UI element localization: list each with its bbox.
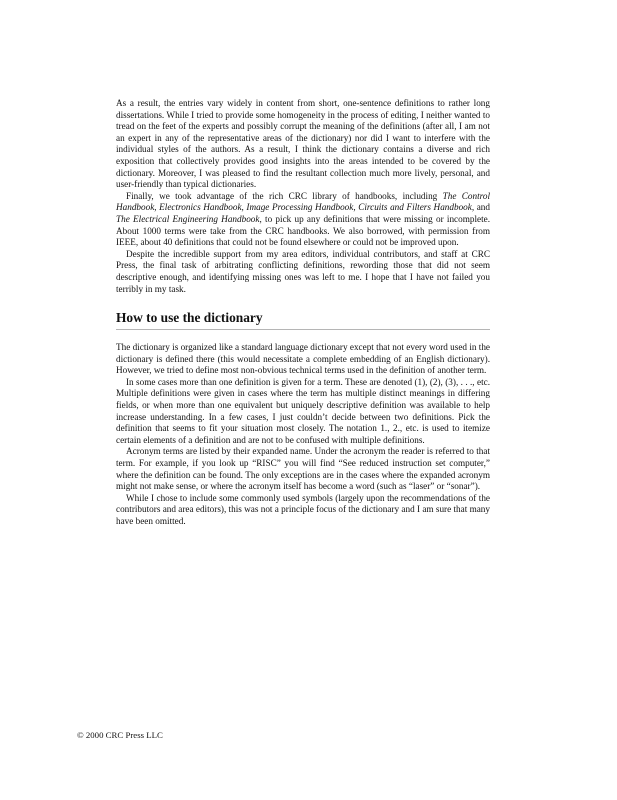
- intro-p1-text: As a result, the entries vary widely in content from short, one-sentence definitions to rather long dissertations. While I tried to provide some homogeneity in the process of editing, I neither wanted to tread on the feet of the experts and possibly corrupt the meaning of the definitions (after all, I am not an expert in any of the representative areas of the dictionary) nor did I want to interfere with the individual styles of the authors. As a result, I think the dictionary contains a diverse and rich exposition that collectively provides good insights into the areas intended to be covered by the dictionary. Moreover, I was pleased to find the resultant collection much more lively, personal, and user-friendly than typical dictionaries.: [116, 98, 490, 190]
- section-body: [116, 342, 490, 528]
- intro-section: [116, 98, 490, 295]
- handbook-titles: The Control Handbook, Electronics Handbook, Image Processing Handbook, Circuits and Filters Handbook,: [116, 190, 490, 213]
- section-paragraph-1: [116, 342, 490, 377]
- section-paragraph-4: [116, 493, 490, 528]
- intro-paragraph-2: [116, 191, 490, 249]
- intro-paragraph-1: [116, 98, 490, 191]
- intro-p3-text: Despite the incredible support from my area editors, individual contributors, and staff at CRC Press, the final task of arbitrating conflicting definitions, rewording those that did not seem descriptive enough, and identifying missing ones was left to me. I hope that I have not failed you terribly in my task.: [116, 248, 490, 294]
- section-paragraph-3: [116, 446, 490, 492]
- section-p4-text: While I chose to include some commonly used symbols (largely upon the recommendations of the contributors and area editors), this was not a principle focus of the dictionary and I am sure that many have been omitted.: [116, 492, 490, 526]
- intro-p2-text-c: to pick up any definitions that were missing or incomplete. About 1000 terms were take from the CRC handbooks. We also borrowed, with permission from IEEE, about 40 definitions that could not be found elsewhere or could not be improved upon.: [116, 213, 491, 248]
- section-p1-text: The dictionary is organized like a standard language dictionary except that not every word used in the dictionary is defined there (this would necessitate a complete embedding of an English dictionary). However, we tried to define most non-obvious technical terms used in the definition of another term.: [116, 342, 490, 376]
- section-p2-text: In some cases more than one definition is given for a term. These are denoted (1), (2), (3), . . ., etc. Multiple definitions were given in cases where the term has multiple distinct meanings in differing fields, or when more than one equivalent but uniquely descriptive definition was available to help increase understanding. In a few cases, I just couldn’t decide between two definitions. Pick the definition that seems to fit your situation most closely. The notation 1., 2., etc. is used to itemize certain elements of a definition and are not to be confused with multiple definitions.: [116, 376, 490, 445]
- section-heading: How to use the dictionary: [116, 310, 490, 330]
- section-paragraph-2: [116, 377, 490, 447]
- intro-p2-text-b: and: [474, 202, 490, 213]
- page-content: [116, 98, 490, 528]
- intro-paragraph-3: [116, 249, 490, 295]
- section-p3-text: Acronym terms are listed by their expanded name. Under the acronym the reader is referred to that term. For example, if you look up “RISC” you will find “See reduced instruction set computer,” where the definition can be found. The only exceptions are in the cases where the expanded acronym might not make sense, or where the acronym itself has become a word (such as “laser” or “sonar”).: [116, 446, 490, 492]
- intro-p2-text-a: Finally, we took advantage of the rich CRC library of handbooks, including: [126, 190, 443, 201]
- ee-handbook-title: The Electrical Engineering Handbook,: [116, 213, 262, 224]
- copyright-footer: © 2000 CRC Press LLC: [77, 730, 163, 740]
